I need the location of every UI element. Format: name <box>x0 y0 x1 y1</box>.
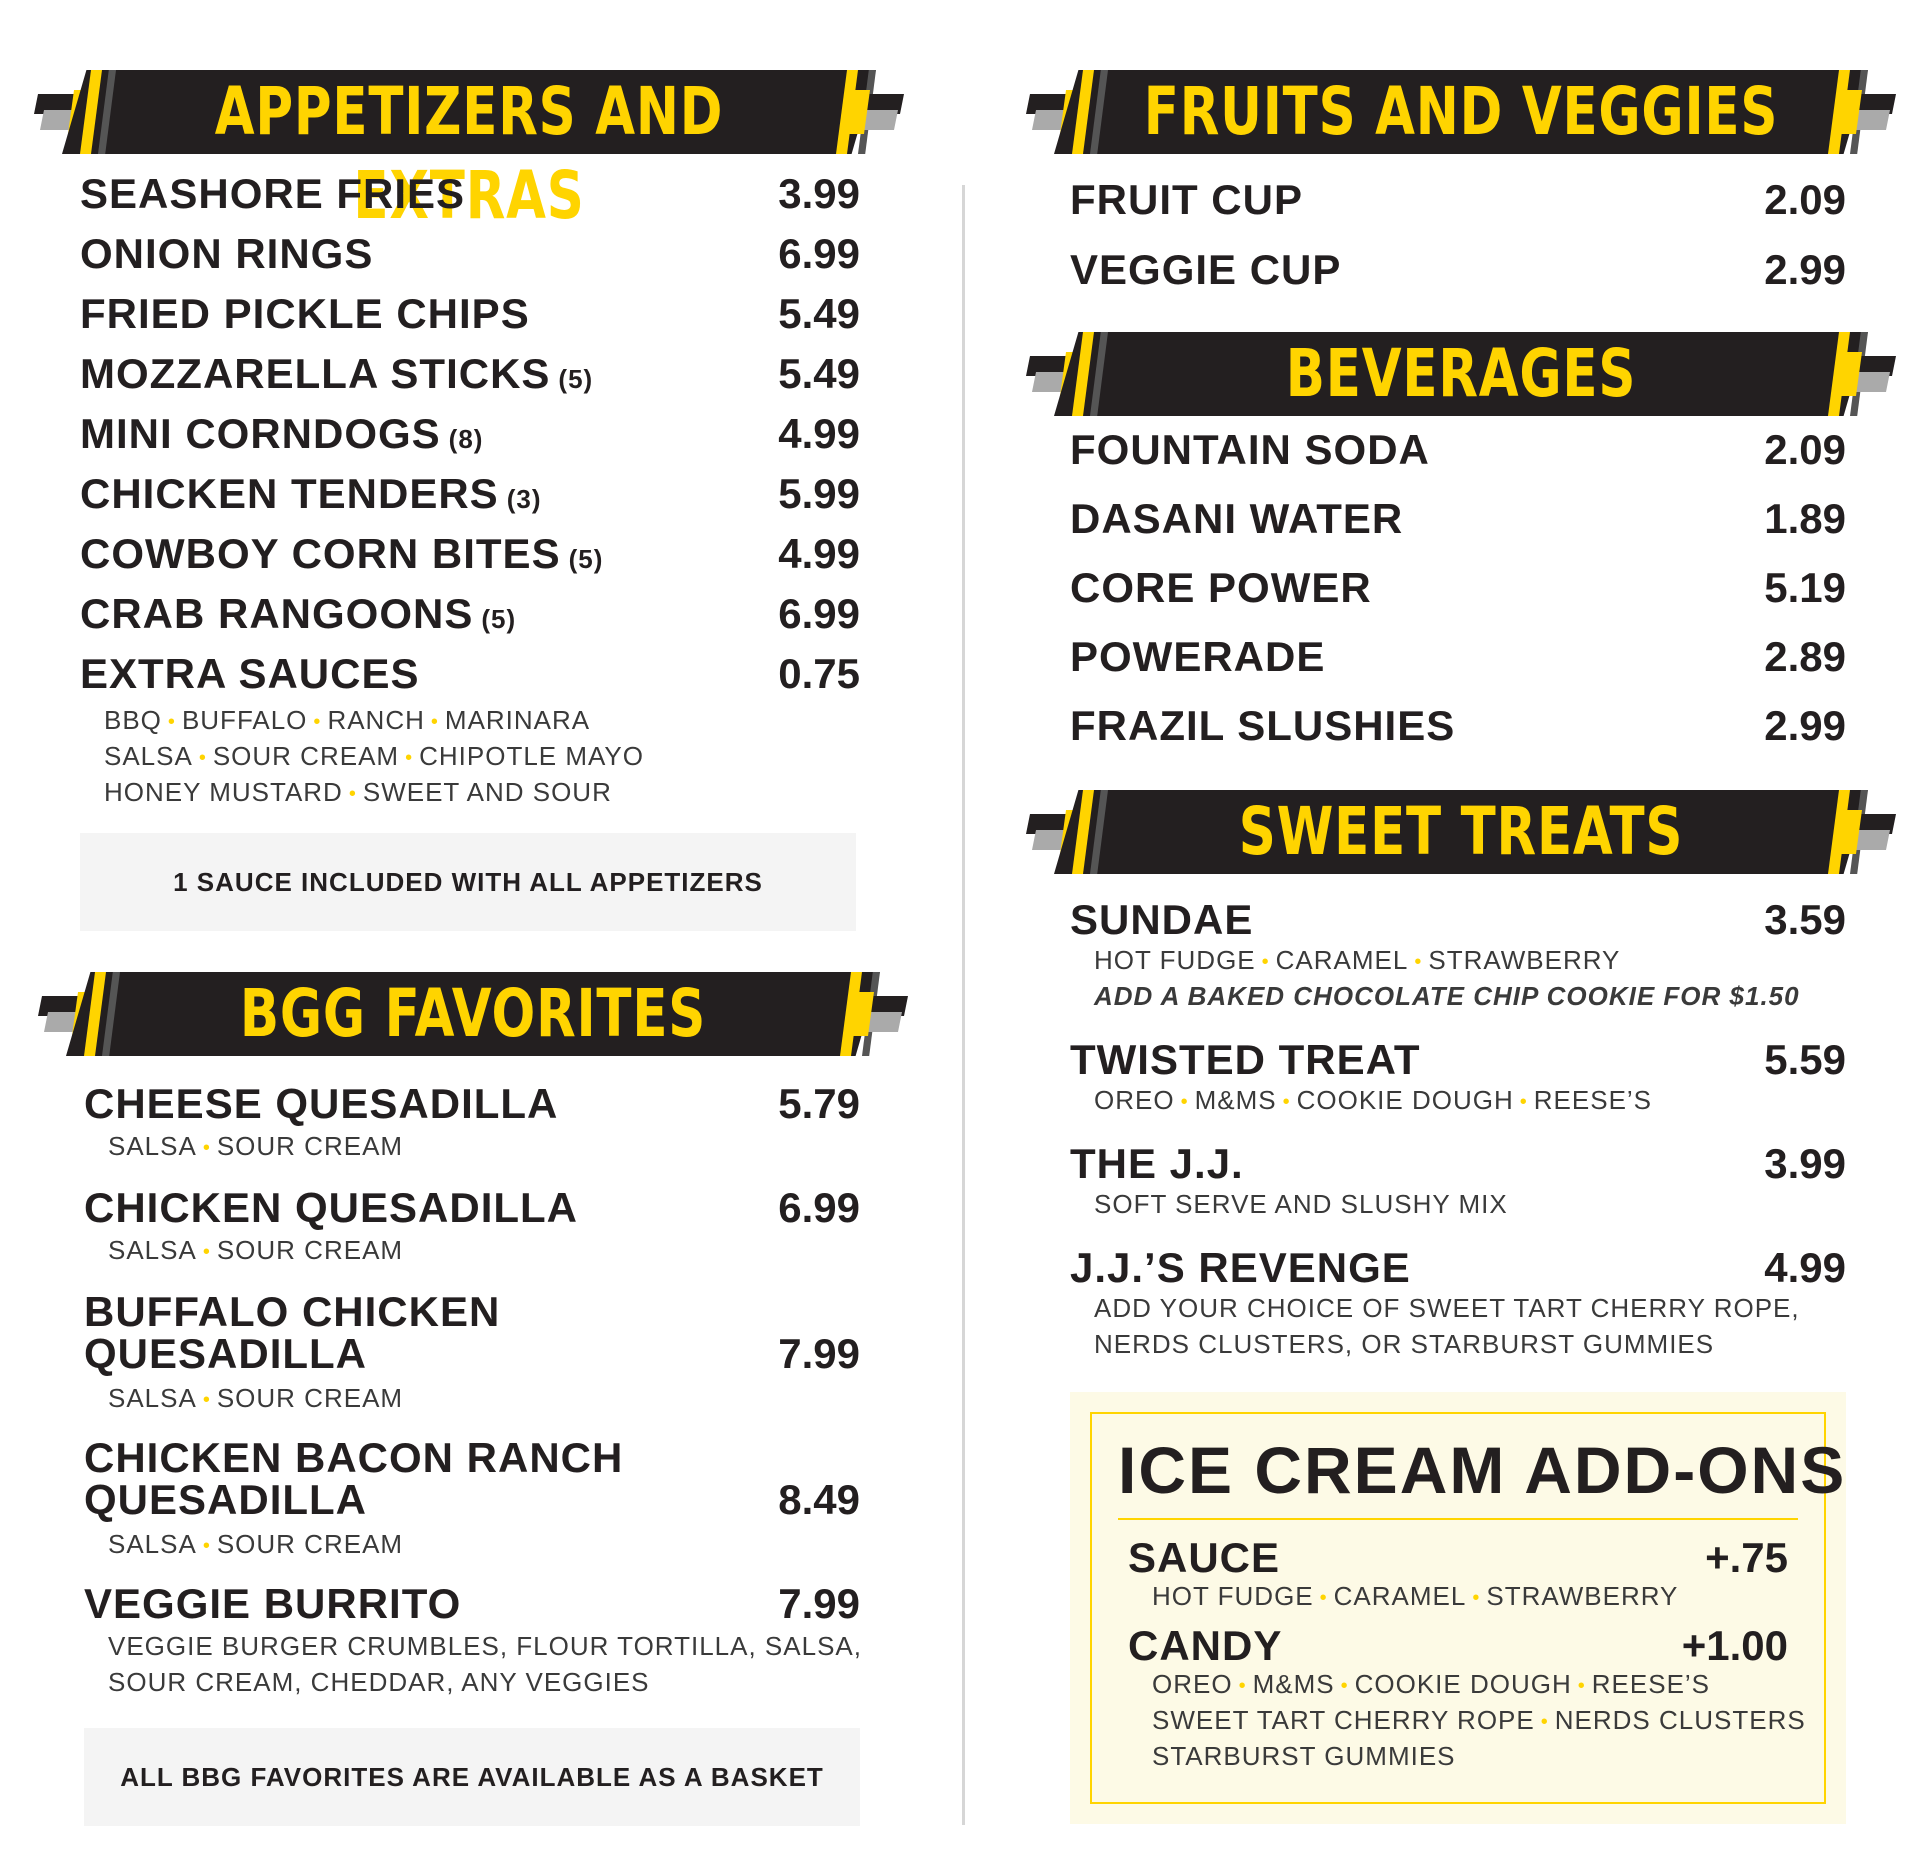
addons-box: ICE CREAM ADD-ONS SAUCE +.75 HOT FUDGE • CARAMEL • STRAWBERRY CANDY +1.00 OREO • M&MS • COOKIE DOUGH • REESE’S SWEET TART CHERRY ROPE • NERDS CLUSTERS STARBURST GUMMIES <box>1070 1392 1846 1824</box>
banner-flag-right <box>1836 352 1896 396</box>
banner-flag-right <box>844 90 904 134</box>
item-quantity: (5) <box>568 544 604 574</box>
item-quantity: (5) <box>558 364 594 394</box>
beverages-title: BEVERAGES <box>1285 335 1637 412</box>
beverages-banner <box>1026 332 1896 416</box>
item-quantity: (5) <box>481 604 517 634</box>
cookie-upsell-note: ADD A BAKED CHOCOLATE CHIP COOKIE FOR $1.50 <box>1094 981 1800 1011</box>
banner-flag-right <box>1836 810 1896 854</box>
addons-title: ICE CREAM ADD-ONS <box>1118 1433 1847 1507</box>
banner-flag-right <box>1836 90 1896 134</box>
column-divider <box>962 185 965 1825</box>
item-quantity: (3) <box>506 484 542 514</box>
addons-divider <box>1118 1518 1798 1520</box>
appetizers-notice: 1 SAUCE INCLUDED WITH ALL APPETIZERS <box>80 833 856 931</box>
treats-title: SWEET TREATS <box>1238 793 1684 870</box>
fruits-banner <box>1026 70 1896 154</box>
fruits-title: FRUITS AND VEGGIES <box>1143 73 1779 150</box>
favorites-title: BGG FAVORITES <box>239 975 707 1052</box>
favorites-banner <box>38 972 908 1056</box>
banner-flag-right <box>848 992 908 1036</box>
item-quantity: (8) <box>448 424 484 454</box>
appetizers-banner <box>34 70 904 234</box>
favorites-notice: ALL BBG FAVORITES ARE AVAILABLE AS A BASKET <box>84 1728 860 1826</box>
treats-banner <box>1026 790 1896 874</box>
appetizers-title: APPETIZERS AND EXTRAS <box>214 73 724 234</box>
